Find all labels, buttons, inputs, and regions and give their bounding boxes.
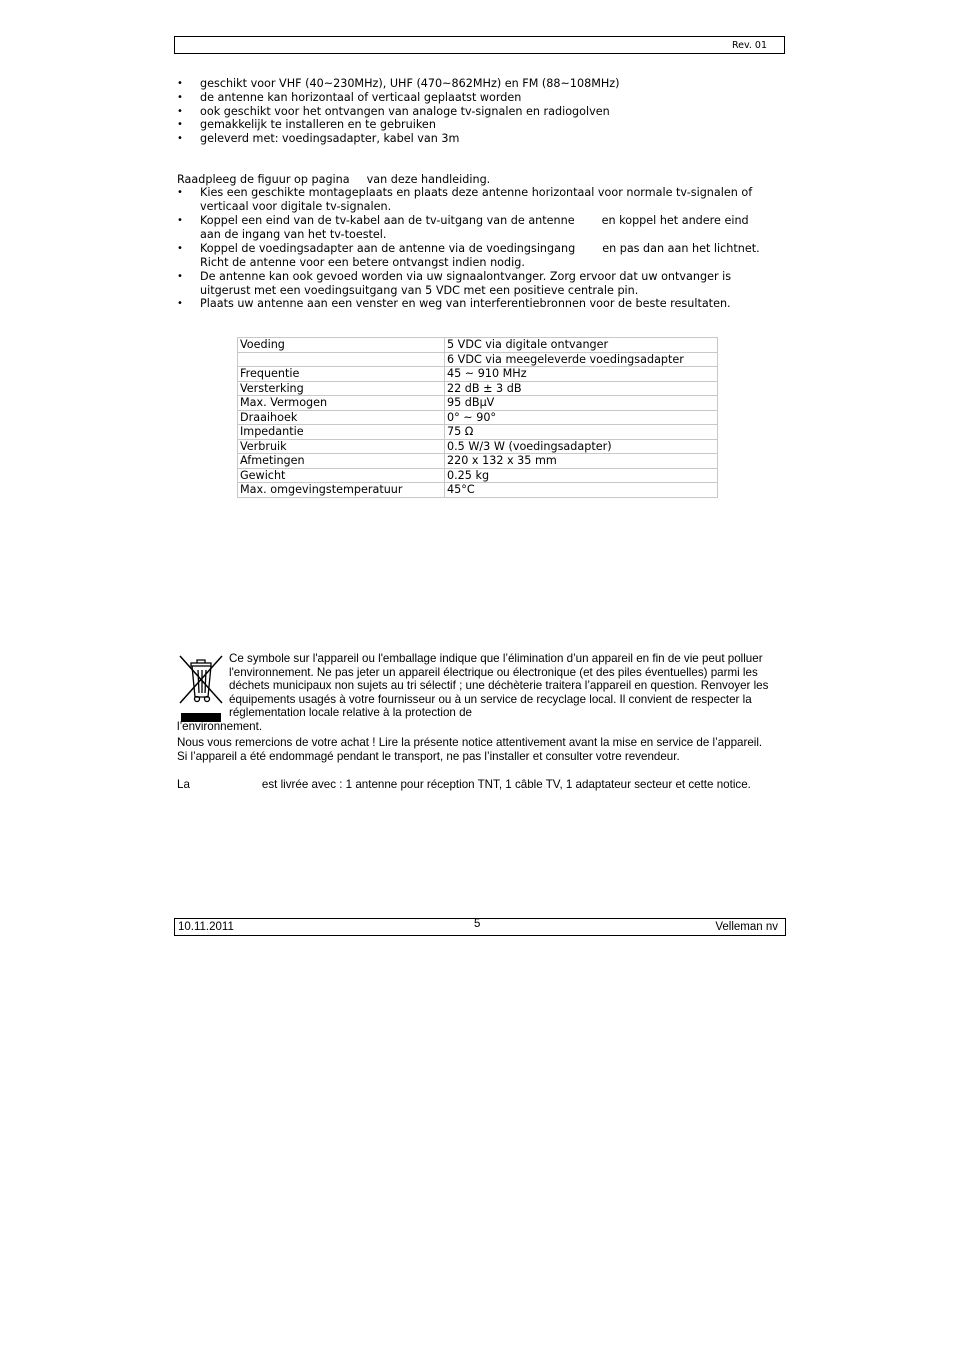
- spec-value: 5 VDC via digitale ontvanger: [445, 338, 718, 353]
- step3-text-b: en pas dan aan het lichtnet. Richt de antenne voor een betere ontvangst indien nodig.: [200, 242, 760, 269]
- spec-value: 75 Ω: [445, 425, 718, 440]
- weee-notice-tail: [177, 720, 477, 734]
- spec-label: Impedantie: [238, 425, 445, 440]
- spec-label-empty: [238, 352, 445, 367]
- page-footer: [174, 918, 786, 936]
- list-item: • De antenne kan ook gevoed worden via uw signaalontvanger. Zorg ervoor dat uw ontvanger is uitgerust met een voedingsuitgang van 5 VDC met een positieve centrale pin.: [175, 270, 765, 297]
- spec-value: 22 dB ± 3 dB: [445, 381, 718, 396]
- spec-value: 45°C: [445, 483, 718, 498]
- delivery-text-b: est livrée avec : 1 antenne pour réception TNT, 1 câble TV, 1 adaptateur secteur et cette notice.: [261, 778, 751, 791]
- list-item: [175, 242, 765, 269]
- table-row: [238, 439, 718, 454]
- feature-list: [175, 77, 775, 146]
- weee-notice: [229, 652, 774, 720]
- intro-text-b: van deze handleiding.: [366, 173, 491, 186]
- intro-text-a: Raadpleeg de figuur op pagina: [177, 173, 350, 186]
- weee-text-tail: l’environnement.: [177, 720, 263, 733]
- spec-value: 6 VDC via meegeleverde voedingsadapter: [445, 352, 718, 367]
- spec-label: Versterking: [238, 381, 445, 396]
- crossed-out-wheelie-bin-icon: [178, 653, 224, 723]
- spec-value: 95 dBµV: [445, 396, 718, 411]
- list-item: • geschikt voor VHF (40~230MHz), UHF (470~862MHz) en FM (88~108MHz): [175, 77, 775, 91]
- specifications-table: [237, 337, 718, 498]
- spec-label: Max. omgevingstemperatuur: [238, 483, 445, 498]
- table-row: [238, 338, 718, 353]
- spec-value: 0° ~ 90°: [445, 410, 718, 425]
- table-row: [238, 396, 718, 411]
- thanks-text: Nous vous remercions de votre achat ! Lire la présente notice attentivement avant la mise en service de l’appareil. Si l’appareil a été endommagé pendant le transport, ne pas l’installer et consulter votre revendeur.: [177, 736, 763, 763]
- list-item: • Kies een geschikte montageplaats en plaats deze antenne horizontaal voor normale tv-signalen of verticaal voor digitale tv-signalen.: [175, 186, 765, 213]
- footer-date: 10.11.2011: [178, 921, 234, 933]
- list-item: • gemakkelijk te installeren en te gebruiken: [175, 118, 775, 132]
- spec-label: Draaihoek: [238, 410, 445, 425]
- table-row: [238, 425, 718, 440]
- installation-steps: [175, 186, 765, 311]
- table-row: [238, 483, 718, 498]
- step2-text-a: Koppel een eind van de tv-kabel aan de tv-uitgang van de antenne: [200, 214, 575, 227]
- step3-text-a: Koppel de voedingsadapter aan de antenne via de voedingsingang: [200, 242, 576, 255]
- footer-company: Velleman nv: [715, 921, 778, 933]
- spec-value: 0.25 kg: [445, 468, 718, 483]
- thanks-paragraph: [177, 736, 774, 763]
- weee-text: Ce symbole sur l'appareil ou l'emballage indique que l’élimination d’un appareil en fin de vie peut polluer l'environnement. Ne pas jeter un appareil électrique ou électronique (et des piles éventuelles) parmi les déchets municipaux non sujets au tri sélectif ; une déchèterie traitera l’appareil en question. Renvoyer les équipements usagés à votre fournisseur ou à un service de recyclage local. Il convient de respecter la réglementation locale relative à la protection de: [229, 652, 769, 720]
- page-number: 5: [474, 918, 481, 930]
- spec-value: 0.5 W/3 W (voedingsadapter): [445, 439, 718, 454]
- installation-intro: [177, 173, 777, 187]
- spec-label: Afmetingen: [238, 454, 445, 469]
- step2-text-b: en koppel het andere eind aan de ingang van het tv-toestel.: [200, 214, 749, 241]
- revision-label: Rev. 01: [731, 40, 767, 51]
- list-item: • geleverd met: voedingsadapter, kabel van 3m: [175, 132, 775, 146]
- spec-value: 220 x 132 x 35 mm: [445, 454, 718, 469]
- delivery-paragraph: [177, 778, 774, 792]
- spec-value: 45 ~ 910 MHz: [445, 367, 718, 382]
- spec-label: Verbruik: [238, 439, 445, 454]
- list-item: • Plaats uw antenne aan een venster en weg van interferentiebronnen voor de beste resultaten.: [175, 297, 765, 311]
- delivery-text-a: La: [177, 778, 190, 791]
- table-row: [238, 454, 718, 469]
- spec-label: Frequentie: [238, 367, 445, 382]
- spec-label: Max. Vermogen: [238, 396, 445, 411]
- page-header: [174, 36, 785, 54]
- list-item: • de antenne kan horizontaal of verticaal geplaatst worden: [175, 91, 775, 105]
- list-item: • ook geschikt voor het ontvangen van analoge tv-signalen en radiogolven: [175, 105, 775, 119]
- table-row: [238, 367, 718, 382]
- spec-label: Voeding: [238, 338, 445, 353]
- table-row: [238, 410, 718, 425]
- table-row: [238, 352, 718, 367]
- table-row: [238, 468, 718, 483]
- list-item: [175, 214, 765, 241]
- table-row: [238, 381, 718, 396]
- spec-label: Gewicht: [238, 468, 445, 483]
